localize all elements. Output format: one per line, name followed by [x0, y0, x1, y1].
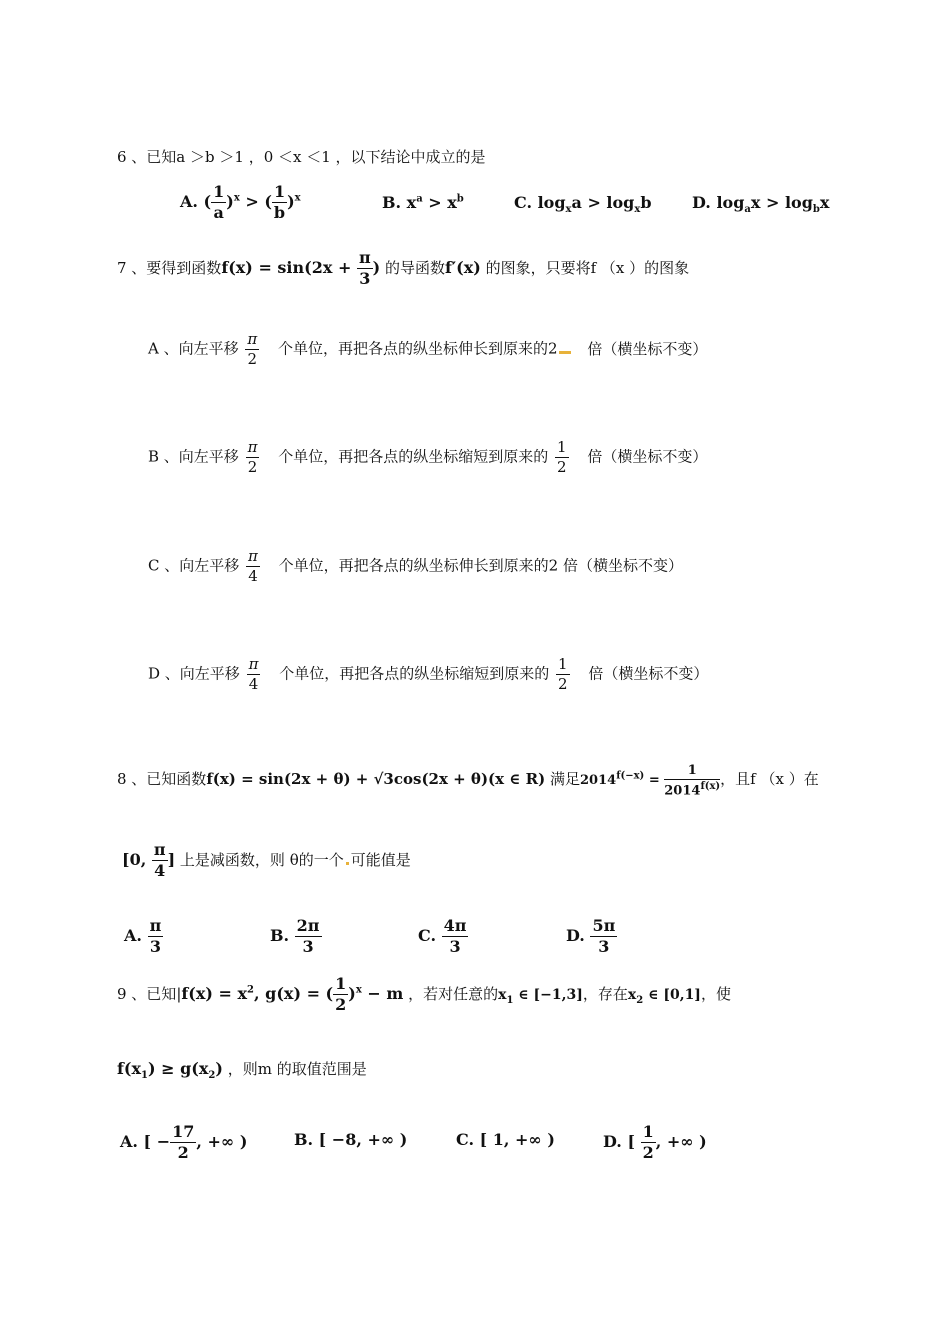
q7-option-b: B 、向左平移 $\frac{\pi}{2}$ 个单位，再把各点的纵坐标缩短到原来的 $\frac{1}{2}$ 倍（横坐标不变） [148, 438, 708, 476]
q8-line2: [0, $\frac{\pi}{4}$ ] 上是减函数，则 θ的一个 可能值是 [122, 840, 411, 880]
q7-function-formula: f(x) = sin(2x + $\frac{\pi}{3}$ ) [221, 248, 381, 288]
q6-stem: 6 、已知a ＞b ＞1 ，0 ＜x ＜1 ，以下结论中成立的是 [117, 148, 486, 166]
q7-option-c: C 、向左平移 $\frac{\pi}{4}$ 个单位，再把各点的纵坐标伸长到原来的2 倍（横坐标不变） [148, 547, 683, 585]
q8-function-formula: f(x) = sin(2x + θ) + √3cos(2x + θ)(x ∈ R) [206, 770, 546, 789]
q9-option-a: A. [ − $\frac{17}{2}$ , +∞ ) [120, 1122, 248, 1162]
q9-x2-condition: $x_2$ ∈ [0,1] [627, 987, 701, 1006]
q8-condition: $2014^{f(-x)}$ = $\frac{1}{2014^{f(x)}}$ [580, 763, 721, 799]
q6-option-a: A. ( $\frac{1}{a}$ )$^x$ > ( $\frac{1}{b}$ )$^x$ [180, 182, 301, 222]
q8-option-d: D. $\frac{5\pi}{3}$ [566, 916, 616, 956]
q8-option-a: A. $\frac{\pi}{3}$ [124, 916, 162, 956]
q9-option-c: C. [ 1, +∞ ) [456, 1130, 555, 1149]
q9-x1-condition: $x_1$ ∈ [−1,3] [498, 987, 583, 1006]
q7-stem: 7 、要得到函数f(x) = sin(2x + $\frac{\pi}{3}$ ) 的导函数f′(x) 的图象，只要将f （x ）的图象 [117, 248, 690, 288]
q8-option-c: C. $\frac{4\pi}{3}$ [418, 916, 467, 956]
q7-derivative: f′(x) [445, 258, 481, 277]
q9-function-formula: $f(x) = x^2$, g(x) = ( $\frac{1}{2}$ )$^x$ − m [181, 974, 404, 1014]
q8-stem: 8 、已知函数f(x) = sin(2x + θ) + √3cos(2x + θ)(x ∈ R) 满足$2014^{f(-x)}$ = $\frac{1}{2014^{f(x)}}$ ，且f （x ）在 [117, 763, 819, 799]
q9-stem: 9 、已知$|f(x) = x^2$, g(x) = ( $\frac{1}{2}$ )$^x$ − m ，若对任意的$x_1$ ∈ [−1,3]，存在$x_2$ ∈ [0,1]，使 [117, 974, 731, 1014]
q9-inequality: $f(x_1) \ge g(x_2)$ [117, 1059, 223, 1082]
q9-line2: $f(x_1) \ge g(x_2)$ ，则m 的取值范围是 [117, 1059, 367, 1082]
q7-option-d: D 、向左平移 $\frac{\pi}{4}$ 个单位，再把各点的纵坐标缩短到原来的 $\frac{1}{2}$ 倍（横坐标不变） [148, 655, 709, 693]
q6-option-b: B. $x^a > x^b$ [382, 193, 464, 212]
q6-option-d: D. $\log_ax > \log_bx$ [692, 193, 830, 216]
q6-option-c: C. $\log_xa > \log_xb$ [514, 193, 652, 216]
q9-option-b: B. [ −8, +∞ ) [294, 1130, 408, 1149]
q7-option-a: A 、向左平移 $\frac{\pi}{2}$ 个单位，再把各点的纵坐标伸长到原来的2 倍（横坐标不变） [148, 330, 708, 368]
q8-option-b: B. $\frac{2\pi}{3}$ [270, 916, 320, 956]
q8-interval: [0, $\frac{\pi}{4}$ ] [122, 840, 176, 880]
q9-option-d: D. [ $\frac{1}{2}$ , +∞ ) [603, 1122, 707, 1162]
